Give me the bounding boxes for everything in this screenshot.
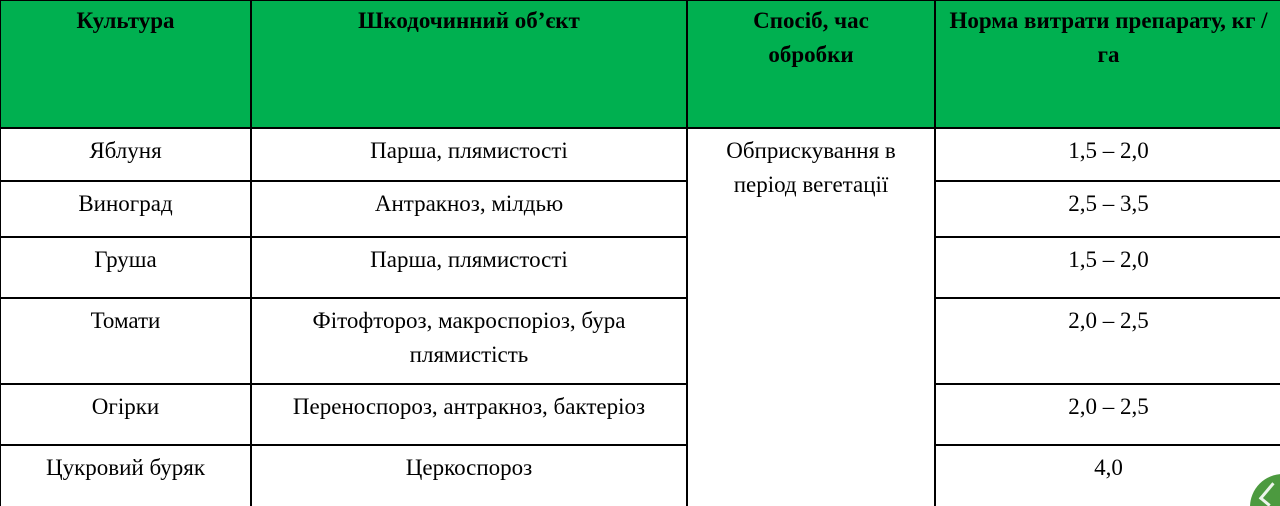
pest-cell: Парша, плямистості [251, 128, 687, 181]
rate-cell: 2,0 – 2,5 [935, 298, 1280, 384]
crop-cell: Огірки [0, 384, 251, 445]
header-rate: Норма витрати препарату, кг / га [935, 0, 1280, 128]
crop-cell: Цукровий буряк [0, 445, 251, 506]
table-header [0, 0, 1280, 128]
table-row [0, 384, 1280, 445]
crop-cell: Груша [0, 237, 251, 298]
table-row [0, 445, 1280, 506]
header-method: Спосіб, час обробки [687, 0, 935, 128]
rate-cell: 1,5 – 2,0 [935, 237, 1280, 298]
crop-cell: Яблуня [0, 128, 251, 181]
pest-cell: Парша, плямистості [251, 237, 687, 298]
header-pest: Шкодочинний об’єкт [251, 0, 687, 128]
method-cell: Обприскування в період вегетації [687, 128, 935, 506]
pest-cell: Церкоспороз [251, 445, 687, 506]
crop-cell: Виноград [0, 181, 251, 237]
table-row [0, 237, 1280, 298]
pest-cell: Переноспороз, антракноз, бактеріоз [251, 384, 687, 445]
table-body [0, 128, 1280, 506]
rate-cell: 4,0 [935, 445, 1280, 506]
table-row [0, 128, 1280, 181]
rate-cell: 2,5 – 3,5 [935, 181, 1280, 237]
pest-cell: Антракноз, мілдью [251, 181, 687, 237]
rate-cell: 1,5 – 2,0 [935, 128, 1280, 181]
table-row [0, 181, 1280, 237]
header-crop: Культура [0, 0, 251, 128]
rate-cell: 2,0 – 2,5 [935, 384, 1280, 445]
pest-cell: Фітофтороз, макроспоріоз, бура плямистість [251, 298, 687, 384]
table-row [0, 298, 1280, 384]
check-mark-icon [1259, 482, 1280, 506]
crop-cell: Томати [0, 298, 251, 384]
header-row [0, 0, 1280, 128]
